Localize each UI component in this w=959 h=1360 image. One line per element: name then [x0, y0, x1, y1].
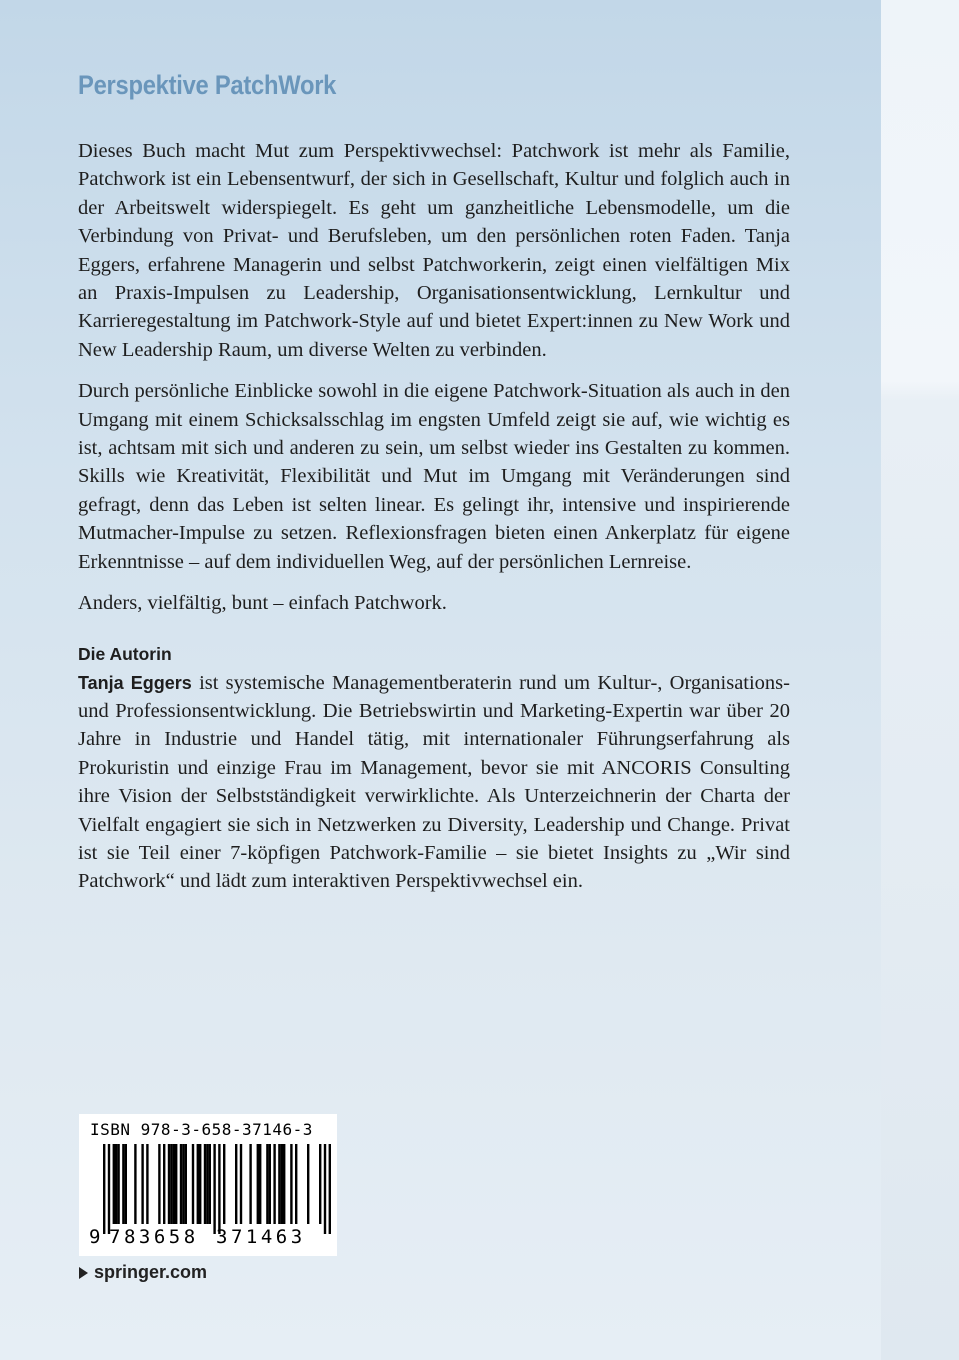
- barcode-bar: [204, 1144, 206, 1224]
- barcode-bar: [269, 1144, 271, 1224]
- barcode-bar: [182, 1144, 184, 1224]
- barcode-bar: [173, 1144, 175, 1224]
- barcode-bar: [223, 1144, 225, 1224]
- barcode-bar: [163, 1144, 165, 1224]
- barcode-bar: [180, 1144, 182, 1224]
- barcode-bar: [113, 1144, 115, 1224]
- book-title: Perspektive PatchWork: [78, 70, 337, 100]
- barcode-bar: [134, 1144, 136, 1224]
- springer-link-text: springer.com: [94, 1262, 208, 1282]
- isbn-barcode: [79, 1114, 337, 1256]
- barcode-bar: [266, 1144, 268, 1224]
- barcode-bar: [206, 1144, 208, 1224]
- isbn-label: ISBN 978-3-658-37146-3: [90, 1120, 313, 1139]
- ean-left-digits: 783658: [109, 1226, 199, 1248]
- barcode-bar: [103, 1144, 105, 1234]
- barcode-bar: [249, 1144, 251, 1224]
- blurb-paragraph-3: Anders, vielfältig, bunt – einfach Patchwork.: [78, 592, 447, 615]
- spine-strip: [881, 0, 959, 1360]
- barcode-bar: [209, 1144, 211, 1224]
- author-bio: [78, 669, 790, 896]
- author-name: Tanja Eggers: [78, 672, 192, 693]
- barcode-bar: [259, 1144, 261, 1224]
- barcode-bar: [319, 1144, 321, 1224]
- barcode-bar: [295, 1144, 297, 1224]
- barcode-bar: [213, 1144, 215, 1234]
- barcode-bar: [141, 1144, 143, 1224]
- ean-first-digit: 9: [89, 1226, 101, 1248]
- springer-link[interactable]: [79, 1262, 207, 1283]
- blurb-paragraph-1: Dieses Buch macht Mut zum Perspektivwechsel: Patchwork ist mehr als Familie, Patchwork ist ein Lebensentwurf, der sich in Gesellschaft, Kultur und folglich auch in der Arbeitswelt widerspiegelt. Es geht um ganzheitliche Lebensmodelle, um die Verbindung von Privat- und Berufsleben, um den persönlichen roten Faden. Tanja Eggers, erfahrene Managerin und selbst Patchworkerin, zeigt einen vielfältigen Mix an Praxis-Impulsen zu Leadership, Organisationsentwicklung, Lernkultur und Karrieregestaltung im Patchwork-Style auf und bietet Expert:innen zu New Work und New Leadership Raum, um diverse Welten zu verbinden.: [78, 140, 790, 361]
- barcode-bar: [199, 1144, 201, 1224]
- barcode-bar: [283, 1144, 285, 1224]
- barcode-bar: [122, 1144, 124, 1224]
- author-heading: Die Autorin: [78, 643, 172, 664]
- barcode-bar: [218, 1144, 220, 1234]
- barcode-bar: [290, 1144, 292, 1224]
- barcode-bar: [115, 1144, 117, 1224]
- barcode-bar: [117, 1144, 119, 1224]
- barcode-bar: [192, 1144, 194, 1224]
- blurb-paragraph-2: Durch persönliche Einblicke sowohl in die eigene Patchwork-Situation als auch in den Umgang mit einem Schicksalsschlag im engsten Umfeld zeigt sie auf, wie wichtig es ist, achtsam mit sich und anderen zu sein, um selbst wieder ins Gestalten zu kommen. Skills wie Kreativität, Flexibilität und Mut im Umgang mit Veränderungen sind gefragt, denn das Leben ist selten linear. Es gelingt ihr, intensive und inspirierende Mutmacher-Impulse zu setzen. Reflexionsfragen bieten einen Ankerplatz für eigene Erkenntnisse – auf dem individuellen Weg, auf der persönlichen Lernreise.: [78, 380, 790, 573]
- barcode-bar: [235, 1144, 237, 1224]
- barcode-bar: [170, 1144, 172, 1224]
- barcode-bar: [108, 1144, 110, 1234]
- ean-right-digits: 371463: [216, 1226, 306, 1248]
- barcode-bar: [324, 1144, 326, 1234]
- barcode-bar: [273, 1144, 275, 1224]
- barcode-bar: [125, 1144, 127, 1224]
- barcode-bar: [185, 1144, 187, 1224]
- barcode-bar: [281, 1144, 283, 1224]
- barcode-bar: [168, 1144, 170, 1224]
- barcode-bar: [158, 1144, 160, 1224]
- barcode-bar: [146, 1144, 148, 1224]
- barcode-bar: [197, 1144, 199, 1224]
- barcode-bar: [307, 1144, 309, 1224]
- barcode-bar: [257, 1144, 259, 1224]
- barcode-bar: [240, 1144, 242, 1224]
- author-bio-text: ist systemische Managementberaterin rund um Kultur-, Organisations- und Professionsentwicklung. Die Betriebswirtin und Marketing-Expertin war über 20 Jahre in Industrie und Handel tätig, mit internationaler Führungserfahrung als Prokuristin und einzige Frau im Management, bevor sie mit ANCORIS Consulting ihre Vision der Selbstständigkeit verwirklichte. Als Unterzeichnerin der Charta der Vielfalt engagiert sie sich in Netzwerken zu Diversity, Leadership und Change. Privat ist sie Teil einer 7-köpfigen Patchwork-Familie – sie bietet Insights zu „Wir sind Patchwork“ und lädt zum interaktiven Perspektivwechsel ein.: [78, 671, 790, 893]
- barcode-bar: [175, 1144, 177, 1224]
- barcode-bar: [278, 1144, 280, 1224]
- back-cover-text: [78, 70, 790, 909]
- barcode-bar: [329, 1144, 331, 1234]
- arrow-right-icon: [79, 1267, 88, 1279]
